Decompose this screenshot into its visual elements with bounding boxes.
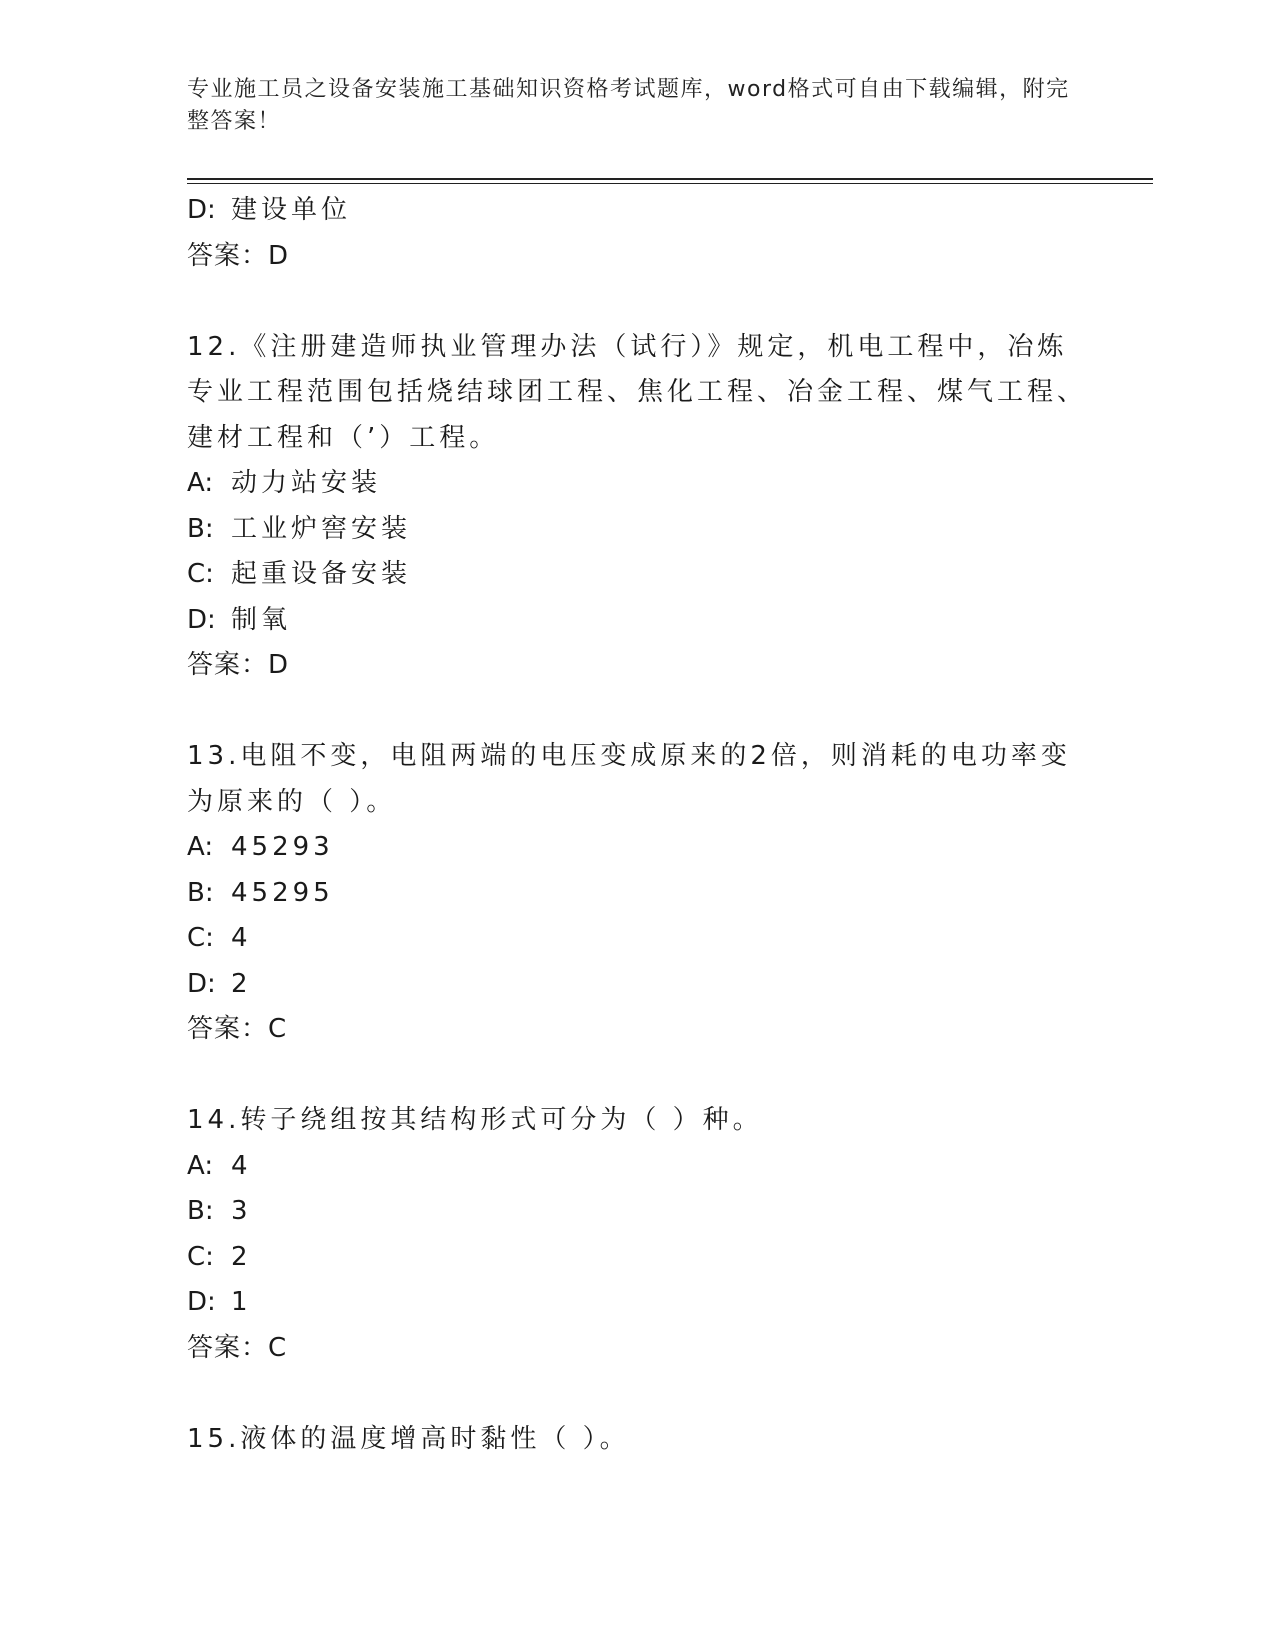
option-b: [187, 1189, 1087, 1235]
option-text: 45295: [231, 877, 334, 908]
question-14: [187, 1098, 1087, 1371]
answer-line: 答案：D: [187, 240, 290, 271]
option-text: 动力站安装: [231, 468, 382, 498]
option-b: [187, 507, 1087, 553]
option-text: 4: [231, 1150, 252, 1181]
option-text: 工业炉窖安装: [231, 513, 412, 544]
option-key: A:: [187, 468, 214, 498]
question-13: [187, 734, 1087, 1053]
question-15: [187, 1417, 1087, 1463]
carryover-block: [187, 188, 1087, 279]
option-key: C:: [187, 923, 214, 953]
option-b: [187, 871, 1087, 917]
option-c: [187, 552, 1087, 598]
spacer: [187, 279, 1087, 325]
question-12: [187, 325, 1087, 689]
spacer: [187, 1053, 1087, 1099]
option-d: [187, 598, 1087, 644]
option-key: B:: [187, 513, 214, 544]
option-c: [187, 916, 1087, 962]
option-key: C:: [187, 1241, 214, 1272]
option-text: 制氧: [231, 604, 292, 635]
answer-line: 答案：D: [187, 650, 290, 680]
option-d: [187, 188, 1087, 234]
option-text: 2: [231, 1241, 252, 1272]
option-text: 1: [231, 1287, 252, 1317]
option-text: 起重设备安装: [231, 559, 412, 589]
option-key: A:: [187, 1150, 214, 1181]
header-divider-thin: [187, 183, 1153, 184]
option-text: 4: [231, 923, 252, 953]
option-key: D:: [187, 195, 216, 225]
answer-line: 答案：C: [187, 1332, 288, 1363]
option-text: 建设单位: [231, 195, 352, 225]
question-stem: 14.转子绕组按其结构形式可分为（ ）种。: [187, 1105, 763, 1135]
question-stem: 15.液体的温度增高时黏性（ ）。: [187, 1423, 630, 1454]
option-d: [187, 962, 1087, 1008]
option-a: [187, 825, 1087, 871]
option-text: 2: [231, 968, 252, 999]
option-text: 45293: [231, 832, 334, 862]
option-key: B:: [187, 877, 214, 908]
option-key: B:: [187, 1196, 214, 1226]
header-divider-thick: [187, 178, 1153, 180]
option-key: D:: [187, 968, 216, 999]
question-content: [187, 188, 1087, 1462]
question-stem: 12.《注册建造师执业管理办法（试行）》规定，机电工程中，冶炼专业工程范围包括烧结球团工程、焦化工程、冶金工程、煤气工程、建材工程和（’）工程。: [187, 331, 1088, 453]
option-key: D:: [187, 604, 216, 635]
question-stem: 13.电阻不变，电阻两端的电压变成原来的2倍，则消耗的电功率变为原来的（ ）。: [187, 741, 1071, 817]
option-d: [187, 1280, 1087, 1326]
option-key: D:: [187, 1287, 216, 1317]
spacer: [187, 689, 1087, 735]
option-a: [187, 461, 1087, 507]
document-header: 专业施工员之设备安装施工基础知识资格考试题库，word格式可自由下载编辑，附完整答案！: [187, 77, 1070, 134]
answer-line: 答案：C: [187, 1014, 288, 1044]
option-key: A:: [187, 832, 214, 862]
spacer: [187, 1371, 1087, 1417]
option-text: 3: [231, 1196, 252, 1226]
option-key: C:: [187, 559, 214, 589]
option-c: [187, 1235, 1087, 1281]
option-a: [187, 1144, 1087, 1190]
